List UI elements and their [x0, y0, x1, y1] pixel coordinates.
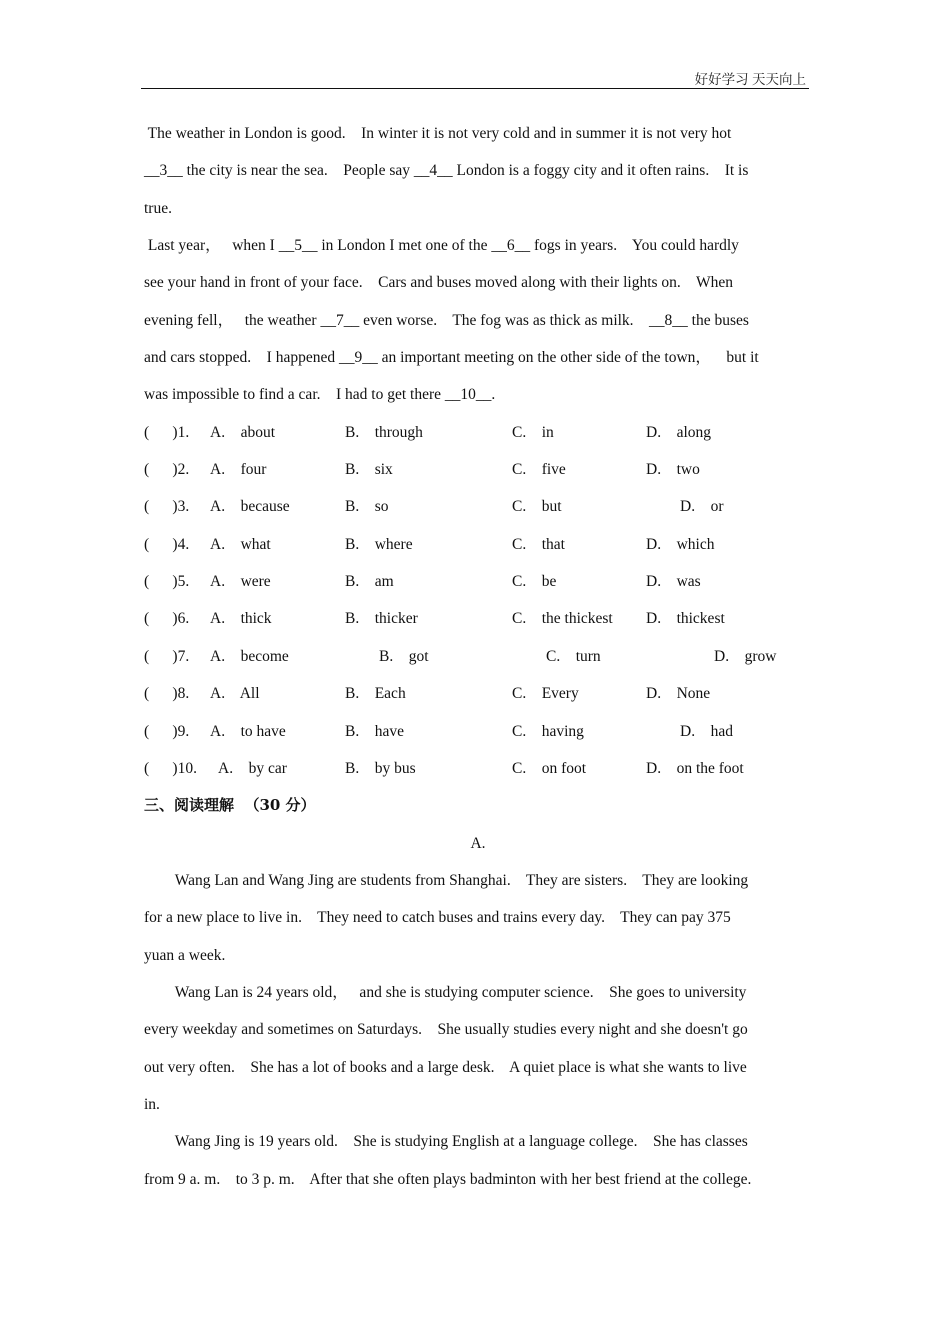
cloze-passage	[144, 115, 812, 414]
option-c: C. the thickest	[512, 610, 613, 628]
option-d: D. had	[680, 722, 733, 740]
question-row	[144, 451, 812, 488]
option-d: D. was	[646, 573, 701, 591]
header-motto: 好好学习 天天向上	[694, 72, 806, 87]
option-b: B. by bus	[345, 759, 416, 777]
option-b: B. Each	[345, 685, 406, 703]
question-row	[144, 750, 812, 787]
option-a: A. become	[210, 647, 289, 665]
option-d: D. thickest	[646, 610, 725, 628]
passage-line: The weather in London is good. In winter it is not very cold and in summer it is not very hot	[144, 125, 732, 142]
option-c: C. on foot	[512, 759, 587, 777]
question-number: ( )4.	[144, 535, 190, 553]
passage-line: yuan a week.	[144, 946, 226, 964]
option-a: A. All	[210, 685, 260, 703]
option-c: C. but	[512, 498, 562, 516]
option-b: B. thicker	[345, 610, 418, 628]
part-label: A.	[470, 834, 486, 852]
option-a: A. were	[210, 573, 271, 591]
question-number: ( )5.	[144, 573, 190, 591]
option-b: B. through	[345, 423, 423, 441]
question-row	[144, 638, 812, 675]
question-row	[144, 414, 812, 451]
question-row	[144, 713, 812, 750]
passage-line: Wang Lan and Wang Jing are students from Shanghai. They are sisters. They are looking	[144, 871, 749, 889]
page-content	[144, 115, 812, 1198]
question-number: ( )8.	[144, 685, 190, 703]
option-b: B. six	[345, 461, 393, 479]
reading-passage	[144, 862, 812, 1198]
passage-line: true.	[144, 199, 172, 217]
question-row	[144, 563, 812, 600]
passage-line: Wang Jing is 19 years old. She is studying English at a language college. She has classes	[144, 1133, 748, 1151]
header-divider	[141, 88, 809, 89]
option-c: C. that	[512, 535, 565, 553]
passage-line: was impossible to find a car. I had to get there __10__.	[144, 386, 496, 404]
passage-line: Wang Lan is 24 years old， and she is studying computer science. She goes to university	[144, 983, 747, 1001]
question-number: ( )9.	[144, 722, 190, 740]
option-c: C. having	[512, 722, 584, 740]
option-a: A. about	[210, 423, 276, 441]
option-a: A. because	[210, 498, 290, 516]
option-d: D. or	[680, 498, 724, 516]
question-row	[144, 526, 812, 563]
question-number: ( )1.	[144, 423, 190, 441]
option-b: B. am	[345, 573, 394, 591]
question-row	[144, 675, 812, 712]
option-c: C. Every	[512, 685, 579, 703]
option-a: A. four	[210, 461, 267, 479]
option-c: C. turn	[546, 647, 601, 665]
option-b: B. have	[345, 722, 404, 740]
option-c: C. be	[512, 573, 557, 591]
passage-line: every weekday and sometimes on Saturdays. She usually studies every night and she doesn't go	[144, 1021, 748, 1039]
option-d: D. along	[646, 423, 712, 441]
option-d: D. which	[646, 535, 715, 553]
question-row	[144, 488, 812, 525]
option-d: D. None	[646, 685, 711, 703]
passage-line: Last year， when I __5__ in London I met one of the __6__ fogs in years. You could hardly	[144, 237, 739, 255]
passage-line: __3__ the city is near the sea. People say __4__ London is a foggy city and it often rains. It is	[144, 162, 749, 180]
passage-line: evening fell， the weather __7__ even worse. The fog was as thick as milk. __8__ the buses	[144, 311, 749, 329]
option-b: B. got	[379, 647, 429, 665]
option-d: D. two	[646, 461, 700, 479]
option-c: C. in	[512, 423, 554, 441]
option-c: C. five	[512, 461, 566, 479]
question-list	[144, 414, 812, 787]
question-row	[144, 600, 812, 637]
option-d: D. on the foot	[646, 759, 744, 777]
question-number: ( )3.	[144, 498, 190, 516]
passage-line: see your hand in front of your face. Cars and buses moved along with their lights on. When	[144, 274, 734, 292]
option-b: B. so	[345, 498, 389, 516]
question-number: ( )10.	[144, 759, 197, 777]
passage-line: and cars stopped. I happened __9__ an important meeting on the other side of the town， but it	[144, 349, 759, 367]
question-number: ( )7.	[144, 647, 190, 665]
passage-line: in.	[144, 1095, 160, 1113]
option-a: A. to have	[210, 722, 286, 740]
passage-line: for a new place to live in. They need to catch buses and trains every day. They can pay 375	[144, 909, 731, 927]
option-a: A. by car	[218, 759, 287, 777]
passage-line: out very often. She has a lot of books and a large desk. A quiet place is what she wants to live	[144, 1058, 747, 1076]
passage-line: from 9 a. m. to 3 p. m. After that she often plays badminton with her best friend at the college.	[144, 1170, 752, 1188]
section-title: 三、阅读理解 （30 分）	[144, 796, 316, 815]
option-d: D. grow	[714, 647, 777, 665]
question-number: ( )6.	[144, 610, 190, 628]
option-b: B. where	[345, 535, 413, 553]
option-a: A. what	[210, 535, 271, 553]
option-a: A. thick	[210, 610, 272, 628]
question-number: ( )2.	[144, 461, 190, 479]
